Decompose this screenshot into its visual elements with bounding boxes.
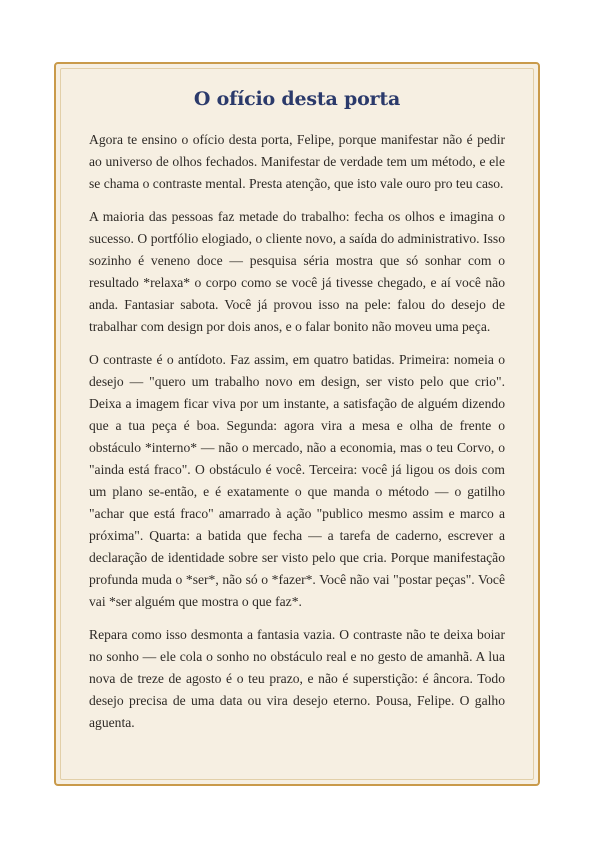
document-title: O ofício desta porta (193, 88, 401, 110)
document-body (89, 129, 505, 745)
paragraph-4: Repara como isso desmonta a fantasia vazia. O contraste não te deixa boiar no sonho — ele cola o sonho no obstáculo real e no gesto de amanhã. A lua nova de treze de agosto é o teu prazo, e não é superstição: é âncora. Todo desejo precisa de uma data ou vira desejo eterno. Pousa, Felipe. O galho aguenta. (89, 627, 505, 730)
paragraph-1: Agora te ensino o ofício desta porta, Felipe, porque manifestar não é pedir ao universo de olhos fechados. Manifestar de verdade tem um método, e ele se chama o contraste mental. Presta atenção, que isto vale ouro pro teu caso. (89, 132, 505, 191)
paragraph-3: O contraste é o antídoto. Faz assim, em quatro batidas. Primeira: nomeia o desejo — "quero um trabalho novo em design, ser visto pelo que crio". Deixa a imagem ficar viva por um instante, a satisfação de alguém dizendo que a tua peça é boa. Segunda: agora vira a mesa e olha de frente o obstáculo *interno* — não o mercado, não a economia, mas o teu Corvo, o "ainda está fraco". O obstáculo é você. Terceira: você já ligou os dois com um plano se-então, e é exatamente o que manda o método — o gatilho "achar que está fraco" amarrado à ação "publico mesmo assim e marco a próxima". Quarta: a batida que fecha — a tarefa de caderno, escrever a declaração de identidade sobre ser visto pelo que cria. Porque manifestação profunda muda o *ser*, não só o *fazer*. Você não vai "postar peças". Você vai *ser alguém que mostra o que faz*. (89, 352, 505, 609)
paragraph-2: A maioria das pessoas faz metade do trabalho: fecha os olhos e imagina o sucesso. O portfólio elogiado, o cliente novo, a saída do administrativo. Isso sozinho é veneno doce — pesquisa séria mostra que só sonhar com o resultado *relaxa* o corpo como se você já tivesse chegado, e aí você não anda. Fantasiar sabota. Você já provou isso na pele: falou do desejo de trabalhar com design por dois anos, e o falar bonito não moveu uma peça. (89, 209, 505, 334)
document-card (54, 62, 540, 786)
